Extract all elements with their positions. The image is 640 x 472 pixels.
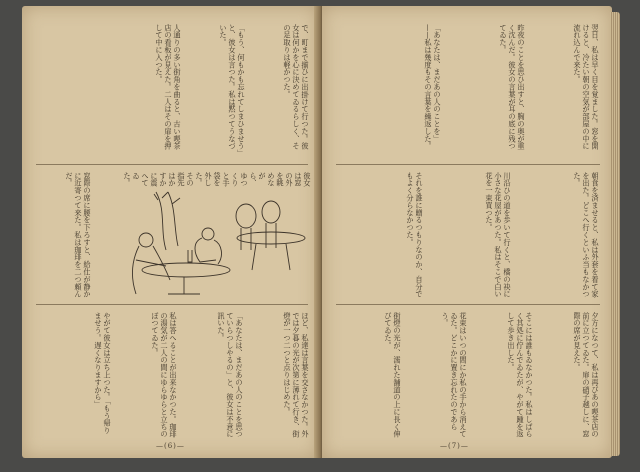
section-divider xyxy=(36,164,308,165)
left-text-column xyxy=(250,24,310,156)
page-number: —(7)— xyxy=(440,442,469,450)
text-block: 「もう、何もかも忘れてしまひませう」と、彼女は言つた。私は黙つてうなづいた。 xyxy=(219,24,246,154)
right-text-column xyxy=(446,24,526,156)
text-block: 私は答へることが出来なかつた。珈琲の湯気が二人の間にゆらゆらと立ちのぼつてゐた。 xyxy=(151,312,178,438)
left-text-column xyxy=(116,312,178,440)
page-number: —(6)— xyxy=(156,442,185,450)
left-text-column xyxy=(112,24,182,156)
text-block: それを誰に贈るつもりなのか、自分でもよく分らなかつた。 xyxy=(406,172,424,298)
left-text-column xyxy=(182,312,244,440)
left-text-column xyxy=(186,24,246,156)
text-block: そこには誰もゐなかつた。私はしばらく其処に佇んでゐたが、やがて踵を返して歩き出した。 xyxy=(507,312,534,438)
section-divider xyxy=(36,304,308,305)
text-block: ほど、私達は言葉を交さなかつた。外では夕暮の光が次第に薄れて行き、街燈が一つ二つと点りはじめた。 xyxy=(283,312,310,438)
right-text-column xyxy=(342,24,442,156)
right-text-column xyxy=(516,172,600,298)
page-edges xyxy=(610,12,620,456)
left-text-column xyxy=(38,172,92,298)
right-page xyxy=(322,6,612,458)
left-text-column xyxy=(42,312,112,440)
right-text-column xyxy=(336,312,402,440)
section-divider xyxy=(336,164,600,165)
text-block: 川沿ひの道を歩いて行くと、橋の袂に小さな花屋があつた。私はそこで白い花を一束買つた。 xyxy=(485,172,512,298)
section-divider xyxy=(336,304,600,305)
text-block: で、町まで揃ひに出掛けて行つた。彼女は何かを心に決めてゐるらしく、その足取りは軽かつた。 xyxy=(283,24,310,150)
left-text-column xyxy=(123,172,312,192)
left-text-column xyxy=(248,312,310,440)
cafe-illustration xyxy=(96,190,318,298)
text-block: 街燈の光が、濡れた舗道の上に長く伸びてゐた。 xyxy=(384,312,402,438)
text-block: やがて彼女は立ち上つた。「もう帰りませう。遅くなりますから」 xyxy=(94,312,112,435)
text-block: 「あなたは、まだあの人のことを」——私は幾度もその言葉を繰返した。 xyxy=(424,24,442,150)
text-block: 夕方になつて、私は再びあの喫茶店の前に立つてゐた。扉の硝子越しに、窓際の席が見えた。 xyxy=(573,312,600,438)
right-text-column xyxy=(538,312,600,440)
right-text-column xyxy=(428,172,512,298)
open-magazine xyxy=(22,6,618,464)
text-block: 「あなたは、まだあの人のことを思つていらつしやるの」と、彼女は不意に訊いた。 xyxy=(217,312,244,438)
text-block: 窓際の席に腰を下ろすと、給仕が静かに近寄つて来た。私は珈琲を二つ頼んだ。 xyxy=(65,172,92,298)
text-block: 人通りの多い街角を曲ると、古い喫茶店の看板が見えた。二人はその扉を押して中に入つた。 xyxy=(155,24,182,150)
text-block: 翌日、私は早く目を覚ました。窓を開けると、冷たい朝の空気が部屋の中に流れ込んで来た。 xyxy=(573,24,600,150)
right-text-column xyxy=(406,312,468,440)
text-block: 昨夜のことを思ひ出すと、胸の奥が重く沈んだ。彼女の言葉が耳の底に残つてゐた。 xyxy=(499,24,526,150)
right-text-column xyxy=(338,172,424,298)
left-page xyxy=(22,6,318,458)
text-block: 朝食を済ませると、私は外套を着て家を出た。どこへ行くといふ当もなかつた。 xyxy=(573,172,600,298)
right-text-column xyxy=(530,24,600,156)
right-text-column xyxy=(472,312,534,440)
text-block: 彼女は窓の外を眺めながら、ゆつくりと手袋を外した。その指先はかすかに震へてゐた。 xyxy=(123,172,312,187)
text-block: 花束はいつの間にか私の手から消えてゐた。どこかに置き忘れたのであらう。 xyxy=(441,312,468,438)
